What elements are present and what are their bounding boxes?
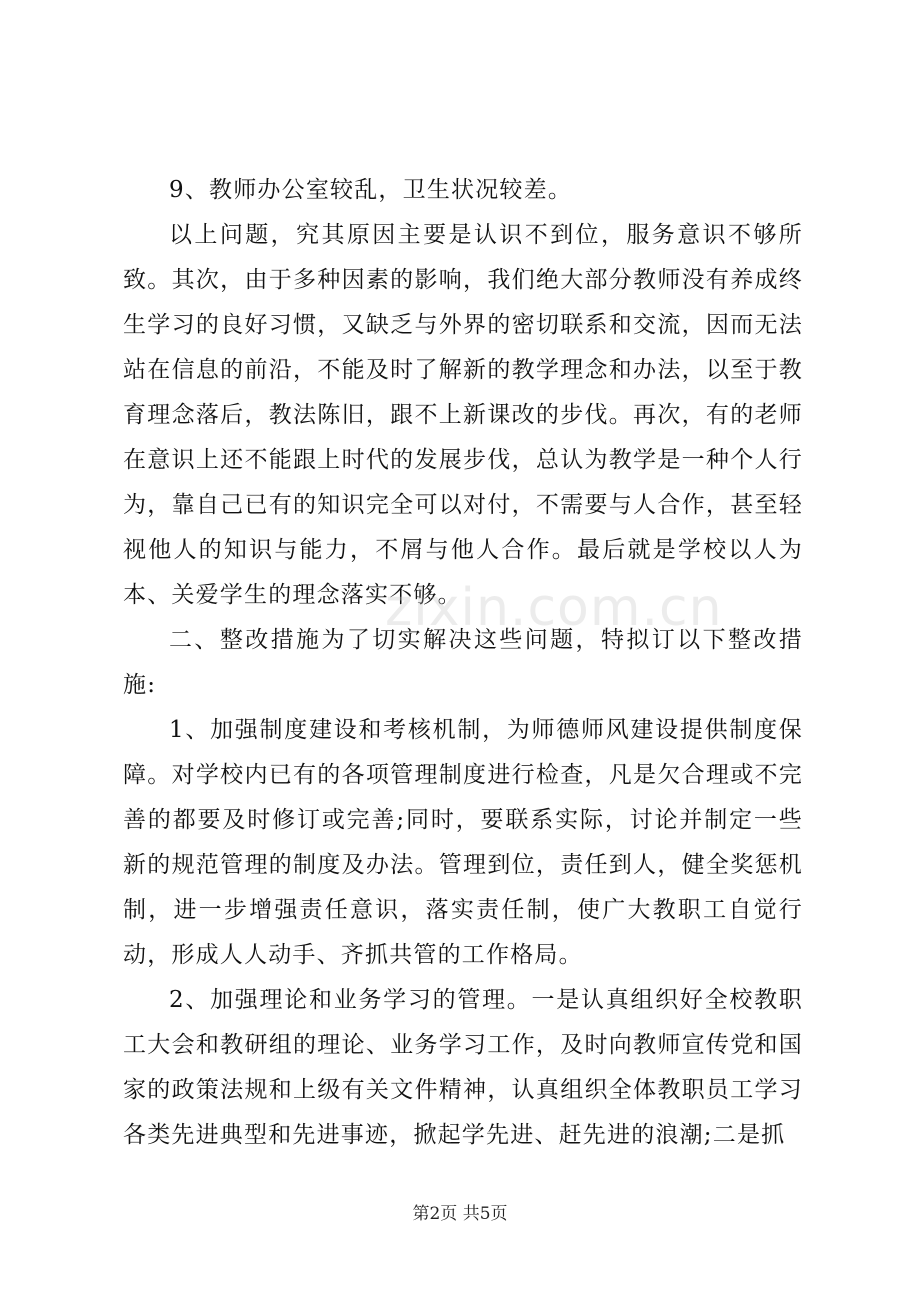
paragraph-cause-analysis: 以上问题，究其原因主要是认识不到位，服务意识不够所致。其次，由于多种因素的影响，我们绝大部分教师没有养成终生学习的良好习惯，又缺乏与外界的密切联系和交流，因而无法站在信息的前沿，不能及时了解新的教学理念和办法，以至于教育理念落后，教法陈旧，跟不上新课改的步伐。再次，有的老师在意识上还不能跟上时代的发展步伐，总认为教学是一种个人行为，靠自己已有的知识完全可以对付，不需要与人合作，甚至轻视他人的知识与能力，不屑与他人合作。最后就是学校以人为本、关爱学生的理念落实不够。 (123, 222, 803, 608)
watermark-text: zixin.com.cn (385, 578, 723, 638)
paragraph-item-9: 9、教师办公室较乱，卫生状况较差。 (169, 177, 573, 203)
paragraph-measure-2: 2、加强理论和业务学习的管理。一是认真组织好全校教职工大会和教研组的理论、业务学习工作，及时向教师宣传党和国家的政策法规和上级有关文件精神，认真组织全体教职员工学习各类先进典型和先进事迹，掀起学先进、赶先进的浪潮;二是抓 (123, 987, 803, 1148)
page-footer: 第2页 共5页 (412, 1204, 508, 1224)
document-body (123, 168, 803, 1158)
paragraph-measure-1: 1、加强制度建设和考核机制，为师德师风建设提供制度保障。对学校内已有的各项管理制度进行检查，凡是欠合理或不完善的都要及时修订或完善;同时，要联系实际，讨论并制定一些新的规范管理的制度及办法。管理到位，责任到人，健全奖惩机制，进一步增强责任意识，落实责任制，使广大教职工自觉行动，形成人人动手、齐抓共管的工作格局。 (123, 717, 803, 968)
paragraph-section-heading: 二、整改措施为了切实解决这些问题，特拟订以下整改措施: (123, 627, 803, 698)
